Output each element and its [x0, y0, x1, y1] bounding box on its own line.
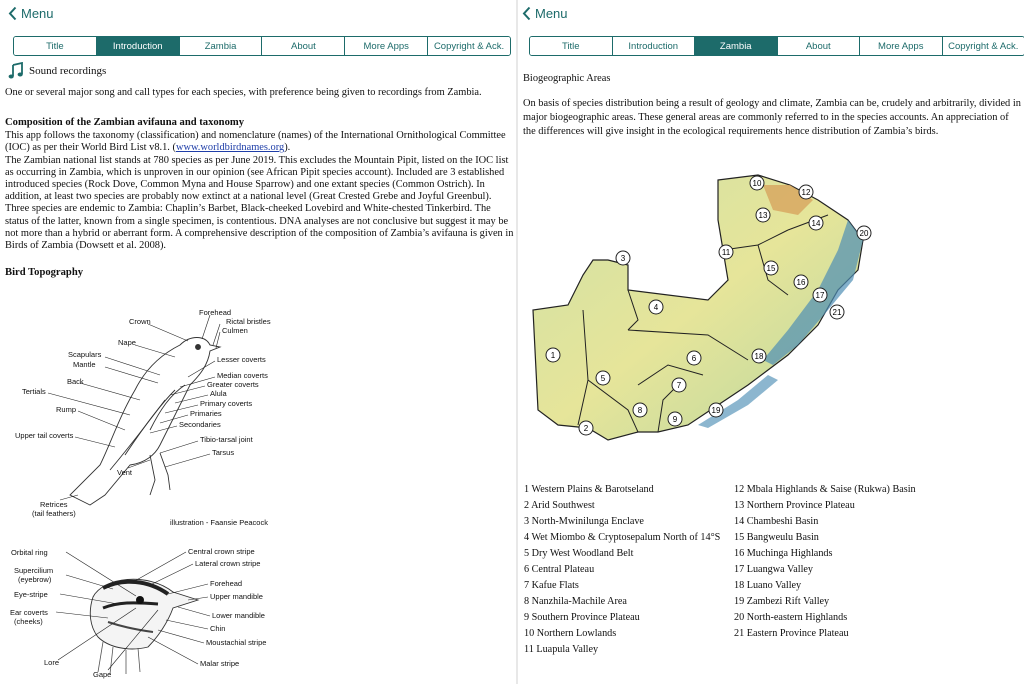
legend-item-20: 20 North-eastern Highlands — [734, 612, 848, 623]
marker-12-label: 12 — [801, 188, 811, 197]
lbl-gape: Gape — [93, 670, 112, 679]
map-marker-19[interactable] — [709, 403, 723, 417]
legend-item-21: 21 Eastern Province Plateau — [734, 628, 849, 639]
illustration-credit: illustration - Faansie Peacock — [170, 518, 268, 527]
lbl-lesser-coverts: Lesser coverts — [217, 355, 266, 364]
map-marker-14[interactable] — [809, 216, 823, 230]
lbl-crown: Crown — [129, 317, 151, 326]
marker-20-label: 20 — [859, 229, 869, 238]
tab-zambia[interactable]: Zambia — [179, 37, 262, 55]
legend-item-15: 15 Bangweulu Basin — [734, 532, 819, 543]
tab-copyright[interactable]: Copyright & Ack. — [942, 37, 1024, 55]
marker-4-label: 4 — [653, 303, 659, 312]
lbl-primary-coverts: Primary coverts — [200, 399, 253, 408]
marker-19-label: 19 — [711, 406, 721, 415]
lbl-ear-coverts: Ear coverts — [10, 608, 48, 617]
map-marker-4[interactable] — [649, 300, 663, 314]
lbl-tail-feathers: (tail feathers) — [32, 509, 76, 518]
marker-1-label: 1 — [550, 351, 556, 360]
map-marker-17[interactable] — [813, 288, 827, 302]
lbl-tarsus: Tarsus — [212, 448, 235, 457]
marker-17-label: 17 — [815, 291, 825, 300]
map-marker-5[interactable] — [596, 371, 610, 385]
legend-item-1: 1 Western Plains & Barotseland — [524, 484, 654, 495]
composition-heading: Composition of the Zambian avifauna and taxonomy — [5, 117, 244, 129]
marker-9-label: 9 — [672, 415, 678, 424]
tab-about[interactable]: About — [261, 37, 344, 55]
legend-item-14: 14 Chambeshi Basin — [734, 516, 819, 527]
bird-head-diagram — [8, 542, 298, 684]
map-marker-13[interactable] — [756, 208, 770, 222]
lbl-retrices: Retrices — [40, 500, 68, 509]
map-marker-10[interactable] — [750, 176, 764, 190]
marker-18-label: 18 — [754, 352, 764, 361]
map-marker-1[interactable] — [546, 348, 560, 362]
tab-introduction[interactable]: Introduction — [96, 37, 179, 55]
legend-item-5: 5 Dry West Woodland Belt — [524, 548, 634, 559]
segmented-tabs — [13, 36, 511, 56]
lbl-eye-stripe: Eye-stripe — [14, 590, 48, 599]
composition-p2: The Zambian national list stands at 780 species as per June 2019. This excludes the Mountain Pipit, listed on the IOC list as occurring in Zambia, which is unproven in our opinion (see African Pipit species account). Included are 3 established introduced species (Rock Dove, Common Myna and House Sparrow) and one extant species (Common Ostrich). In addition, at least two species are probably now extinct at a national level (Great Crested Grebe and Joyful Greenbul). — [5, 154, 509, 203]
legend-item-12: 12 Mbala Highlands & Saise (Rukwa) Basin — [734, 484, 916, 495]
map-marker-9[interactable] — [668, 412, 682, 426]
right-pane — [518, 0, 1024, 684]
lbl-lore: Lore — [44, 658, 60, 667]
lbl-secondaries: Secondaries — [179, 420, 221, 429]
lbl-central-crown-stripe: Central crown stripe — [188, 547, 255, 556]
map-marker-7[interactable] — [672, 378, 686, 392]
tab-introduction[interactable]: Introduction — [612, 37, 695, 55]
marker-2-label: 2 — [583, 424, 589, 433]
lbl-malar-stripe: Malar stripe — [200, 659, 240, 668]
chevron-left-icon — [8, 6, 17, 21]
tab-title[interactable]: Title — [530, 37, 612, 55]
lbl-orbital-ring: Orbital ring — [11, 548, 48, 557]
legend-item-4: 4 Wet Miombo & Cryptosepalum North of 14°S — [524, 532, 721, 543]
tab-copyright[interactable]: Copyright & Ack. — [427, 37, 510, 55]
composition-p1-text: This app follows the taxonomy (classification) and nomenclature (names) of the International Ornithological Committee (IOC) as per their World Bird List v8.1. ( — [5, 130, 506, 154]
marker-14-label: 14 — [811, 219, 821, 228]
legend-item-8: 8 Nanzhila-Machile Area — [524, 596, 627, 607]
menu-label: Menu — [21, 6, 54, 21]
marker-10-label: 10 — [752, 179, 762, 188]
legend-item-10: 10 Northern Lowlands — [524, 628, 617, 639]
lbl-primaries: Primaries — [190, 409, 222, 418]
worldbirdnames-link[interactable]: www.worldbirdnames.org — [175, 142, 285, 154]
map-marker-18[interactable] — [752, 349, 766, 363]
tab-title[interactable]: Title — [14, 37, 96, 55]
legend-item-13: 13 Northern Province Plateau — [734, 500, 855, 511]
legend-item-18: 18 Luano Valley — [734, 580, 802, 591]
lbl-chin: Chin — [210, 624, 226, 633]
legend-item-11: 11 Luapula Valley — [524, 644, 599, 655]
lbl-tertials: Tertials — [22, 387, 46, 396]
zambia-content — [523, 61, 1021, 149]
biogeo-text: On basis of species distribution being a result of geology and climate, Zambia can be, crudely and arbitrarily, divided in major biogeographic areas. These general areas are commonly referred to in the species accounts. An appreciation of the differences will give insight in the ecological requirements hence distribution of Zambia’s birds. — [523, 97, 1021, 137]
music-note-icon — [8, 62, 24, 80]
lbl-rump: Rump — [56, 405, 77, 414]
legend-item-3: 3 North-Mwinilunga Enclave — [524, 516, 644, 527]
legend-item-19: 19 Zambezi Rift Valley — [734, 596, 830, 607]
sound-heading-text: Sound recordings — [29, 64, 107, 77]
composition-p1 — [5, 130, 516, 154]
composition-p3: Three species are endemic to Zambia: Chaplin’s Barbet, Black-cheeked Lovebird and White-chested Tinkerbird. The status of the latter, known from a single specimen, is contentious. DNA analyses are not conclusive but suggest it may be not more than a hybrid or aberrant form. A comprehensive description of the composition of Zambia’s avifauna is given in Birds of Zambia (Dowsett et al. 2008). — [5, 203, 514, 252]
legend-item-6: 6 Central Plateau — [524, 564, 595, 575]
lbl-lateral-crown-stripe: Lateral crown stripe — [195, 559, 261, 568]
lbl-nape: Nape — [118, 338, 136, 347]
lbl-median-coverts: Median coverts — [217, 371, 268, 380]
map-marker-3[interactable] — [616, 251, 630, 265]
map-marker-11[interactable] — [719, 245, 733, 259]
lbl-head-forehead: Forehead — [210, 579, 243, 588]
marker-8-label: 8 — [637, 406, 643, 415]
legend-item-7: 7 Kafue Flats — [524, 580, 579, 591]
legend-item-9: 9 Southern Province Plateau — [524, 612, 640, 623]
lbl-lower-mandible: Lower mandible — [212, 611, 265, 620]
marker-3-label: 3 — [620, 254, 626, 263]
map-legend — [524, 482, 1014, 658]
marker-16-label: 16 — [796, 278, 806, 287]
map-marker-21[interactable] — [830, 305, 844, 319]
map-marker-6[interactable] — [687, 351, 701, 365]
composition-p1-end: ). — [284, 142, 291, 154]
lbl-rictal-bristles: Rictal bristles — [226, 317, 271, 326]
lbl-greater-coverts: Greater coverts — [207, 380, 259, 389]
zambia-biogeographic-map — [528, 170, 878, 460]
lbl-eyebrow: (eyebrow) — [18, 575, 52, 584]
lbl-upper-tail-coverts: Upper tail coverts — [15, 431, 74, 440]
lbl-vent: Vent — [117, 468, 133, 477]
legend-column-1 — [524, 482, 734, 658]
lbl-alula: Alula — [210, 389, 227, 398]
marker-5-label: 5 — [600, 374, 606, 383]
menu-button[interactable] — [8, 6, 54, 21]
menu-button-right[interactable] — [522, 6, 568, 21]
lbl-culmen: Culmen — [222, 326, 248, 335]
lbl-cheeks: (cheeks) — [14, 617, 43, 626]
map-marker-20[interactable] — [857, 226, 871, 240]
marker-7-label: 7 — [676, 381, 682, 390]
chevron-left-icon — [522, 6, 531, 21]
tab-zambia[interactable]: Zambia — [694, 37, 777, 55]
menu-label-right: Menu — [535, 6, 568, 21]
tab-about[interactable]: About — [777, 37, 860, 55]
legend-item-16: 16 Muchinga Highlands — [734, 548, 833, 559]
lbl-scapulars: Scapulars — [68, 350, 102, 359]
lbl-moustachial-stripe: Moustachial stripe — [206, 638, 267, 647]
lbl-forehead: Forehead — [199, 308, 232, 317]
tab-more-apps[interactable]: More Apps — [859, 37, 942, 55]
bird-body-diagram — [10, 305, 290, 530]
biogeo-heading: Biogeographic Areas — [523, 73, 611, 85]
map-marker-15[interactable] — [764, 261, 778, 275]
marker-11-label: 11 — [721, 248, 731, 257]
top-bar — [0, 0, 516, 30]
sound-text: One or several major song and call types for each species, with preference being given to recordings from Zambia. — [5, 87, 482, 98]
sound-recordings-heading — [8, 62, 516, 80]
marker-15-label: 15 — [766, 264, 776, 273]
marker-13-label: 13 — [758, 211, 768, 220]
legend-item-2: 2 Arid Southwest — [524, 500, 595, 511]
topography-heading: Bird Topography — [5, 267, 84, 279]
map-marker-8[interactable] — [633, 403, 647, 417]
map-marker-12[interactable] — [799, 185, 813, 199]
tab-more-apps[interactable]: More Apps — [344, 37, 427, 55]
lbl-back: Back — [67, 377, 84, 386]
segmented-tabs-right — [529, 36, 1024, 56]
legend-column-2 — [734, 482, 974, 658]
map-marker-16[interactable] — [794, 275, 808, 289]
marker-21-label: 21 — [832, 308, 842, 317]
lbl-mantle: Mantle — [73, 360, 96, 369]
marker-6-label: 6 — [691, 354, 697, 363]
map-marker-2[interactable] — [579, 421, 593, 435]
lbl-supercilium: Supercilium — [14, 566, 54, 575]
lbl-tibio-tarsal-joint: Tibio-tarsal joint — [200, 435, 253, 444]
lbl-upper-mandible: Upper mandible — [210, 592, 263, 601]
top-bar-right — [518, 0, 1024, 30]
intro-content — [5, 60, 516, 280]
legend-item-17: 17 Luangwa Valley — [734, 564, 814, 575]
